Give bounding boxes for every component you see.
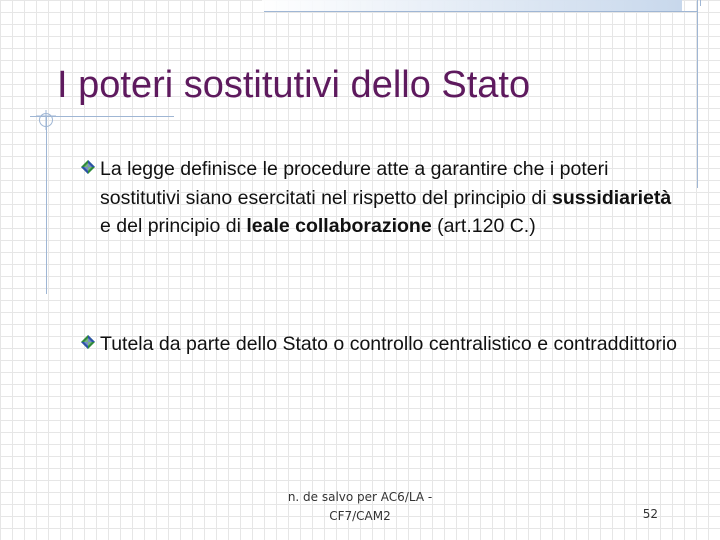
footer-author-line-1: n. de salvo per AC6/LA - [287,490,433,504]
crosshair-icon [36,110,56,130]
bullet-text-segment: La legge definisce le procedure atte a garantire che i poteri sostitutivi siano esercitati nel rispetto del principio di [100,158,609,209]
bullet-item-1 [80,155,680,241]
bullet-text-segment: Tutela da parte dello Stato o controllo centralistico e contraddittorio [100,333,678,355]
bullet-item-2 [80,330,680,359]
left-decor-vline [46,116,47,294]
top-decor-line [264,11,698,12]
bullet-text-segment: (art.120 C.) [431,215,536,237]
bullet-text-bold: leale collaborazione [246,215,432,237]
bullet-text [100,330,680,359]
page-number: 52 [642,507,658,521]
bullet-text-bold: sussidiarietà [551,186,672,209]
footer-author-line-2: CF7/CAM2 [329,509,391,523]
right-decor-line-short [700,0,701,6]
footer-author [270,488,450,526]
bullet-text [100,155,680,241]
diamond-bullet-icon [80,159,96,175]
bullet-text-segment: e del principio di [100,215,247,237]
right-decor-line [697,0,698,188]
slide-title: I poteri sostitutivi dello Stato [57,64,531,106]
diamond-bullet-icon [80,334,96,350]
